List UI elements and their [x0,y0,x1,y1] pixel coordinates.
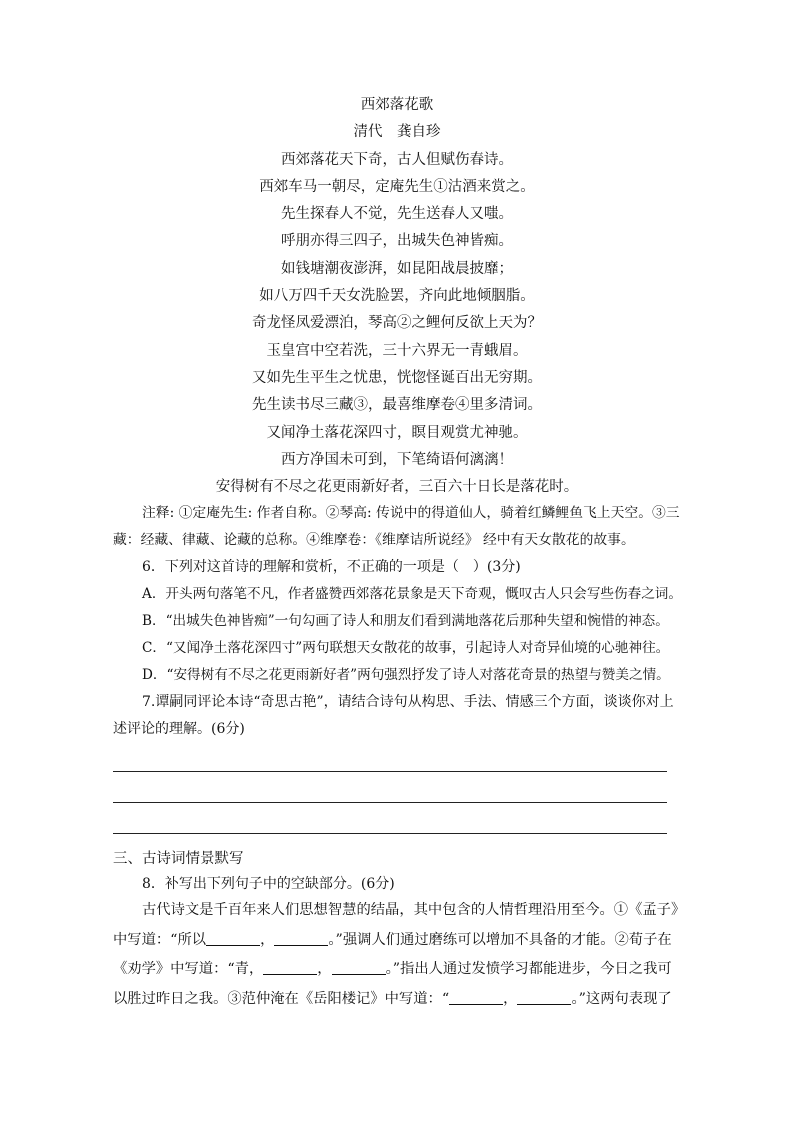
poem-line: 玉皇宫中空若洗，三十六界无一青蛾眉。 [266,342,528,359]
fill-in-blank[interactable] [517,990,571,1005]
poem-title: 西郊落花歌 [360,97,434,113]
answer-line[interactable] [113,771,667,772]
question-8-stem: 8．补写出下列句子中的空缺部分。(6分) [142,876,395,892]
question-6-option-a: A．开头两句落笔不凡，作者盛赞西郊落花景象是天下奇观，慨叹古人只会写些伤春之词。 [142,586,682,602]
poem [0,92,794,501]
poem-line: 西郊车马一朝尽，定庵先生①沽酒来赏之。 [259,178,535,195]
question-8-paragraph [113,896,681,1014]
section-3-block [113,872,681,1014]
question-7-stem: 7.谭嗣同评论本诗“奇思古艳”，请结合诗句从构思、手法、情感三个方面，谈谈你对上述评论的理解。(6分) [113,694,674,737]
question-6-option-c: C．“又闻净土落花深四寸”两句联想天女散花的故事，引起诗人对奇异仙境的心驰神往。 [142,640,670,656]
poem-line: 西方净国未可到，下笔绮语何漓漓！ [281,451,513,468]
poem-line: 如钱塘潮夜澎湃，如昆阳战晨披靡； [281,260,513,277]
fill-in-blank[interactable] [449,990,503,1005]
fill-in-blank[interactable] [263,960,317,975]
comma: ， [317,961,332,977]
poem-line: 奇龙怪凤爱漂泊，琴高②之鲤何反欲上天为？ [252,315,542,332]
poem-line: 又闻净土落花深四寸，瞑目观赏尤神驰。 [266,424,528,441]
question-8-text: 古代诗文是千百年来人们思想智慧的结晶，其中包含的人情哲理沿用至今。①《孟子》中写道：“所以 [113,902,679,948]
comma: ， [503,990,518,1007]
poem-line: 先生读书尽三藏③，最喜维摩卷④里多清词。 [252,397,542,414]
answer-line[interactable] [113,802,667,803]
question-6-option-b: B．“出城失色神皆痴”一句勾画了诗人和朋友们看到满地落花后那种失望和惋惜的神态。 [142,613,669,629]
question-6-option-d: D．“安得树有不尽之花更雨新好者”两句强烈抒发了诗人对落花奇景的热望与赞美之情。 [142,667,670,683]
poem-line: 西郊落花天下奇，古人但赋伤春诗。 [281,151,513,168]
fill-in-blank[interactable] [274,931,328,946]
poem-line: 又如先生平生之忧患，恍惚怪诞百出无穷期。 [252,369,542,386]
poem-author: 清代 龚自珍 [353,124,441,141]
poem-line: 先生探春人不觉，先生送春人又嗤。 [281,206,513,223]
poem-line: 呼朋亦得三四子，出城失色神皆痴。 [281,233,513,250]
question-8-text: 。”指出人通过发愤学习都能进步，今日之我可以胜过昨日之我。③范仲淹在《岳阳楼记》中写道：“ [113,961,672,1007]
question-6-stem: 6．下列对这首诗的理解和赏析，不正确的一项是（ ）(3分) [142,559,521,575]
section-heading: 三、古诗词情景默写 [113,851,244,867]
answer-line[interactable] [113,833,667,834]
question-8-text: 。”强调人们通过磨练可以增加不具备的才能。②荀子在《劝学》中写道：“青， [113,931,672,977]
poem-line: 如八万四千天女洗脸罢，齐向此地倾胭脂。 [259,288,535,305]
comma: ， [260,931,275,948]
annotation-notes: 注释: ①定庵先生: 作者自称。②琴高: 传说中的得道仙人，骑着红鳞鲤鱼飞上天空。③三藏：经藏、律藏、论藏的总称。④维摩卷：《维摩诘所说经》 经中有天女散花的故事。 [113,505,680,548]
poem-line: 安得树有不尽之花更雨新好者，三百六十日长是落花时。 [215,479,579,496]
question-8-text: 。”这两句表现了 [571,990,672,1007]
questions-block [113,500,681,743]
fill-in-blank[interactable] [332,960,386,975]
fill-in-blank[interactable] [206,931,260,946]
